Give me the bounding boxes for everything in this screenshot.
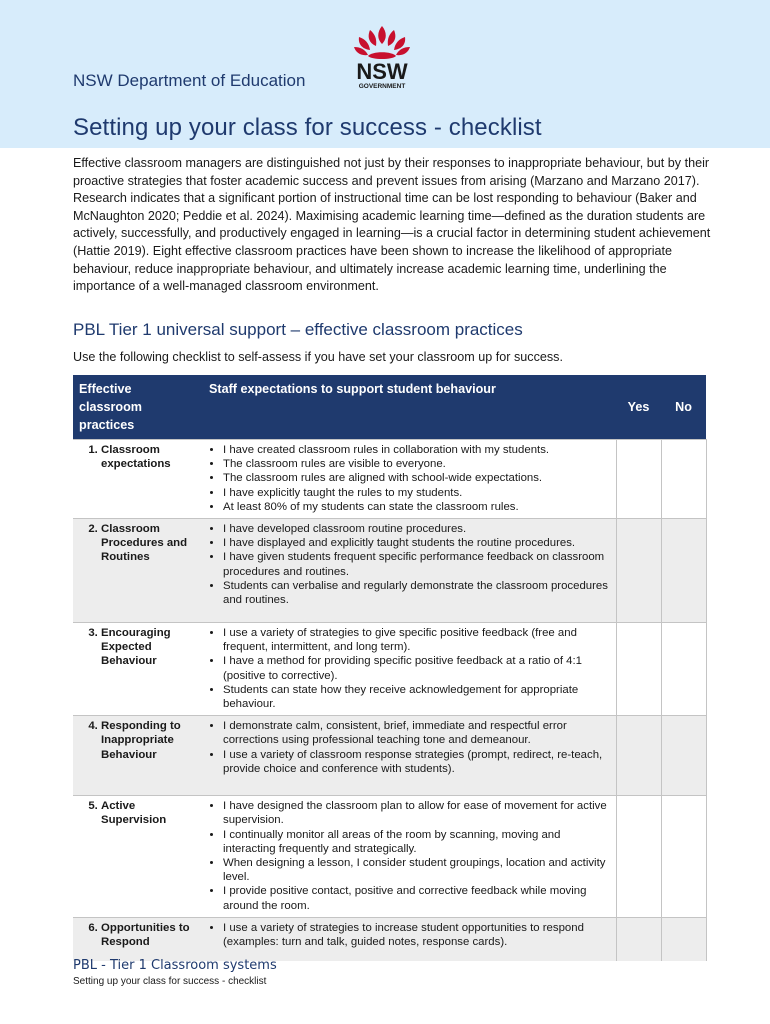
expectation-item: • I continually monitor all areas of the room by scanning, moving and interacting frequently and strategically.	[223, 828, 610, 856]
expectation-item: • Students can verbalise and regularly demonstrate the classroom procedures and routines.	[223, 579, 610, 607]
table-row	[73, 519, 706, 623]
expectation-item: • I have explicitly taught the rules to my students.	[223, 486, 610, 500]
footer-title: PBL - Tier 1 Classroom systems	[73, 958, 277, 973]
header-practices: Effective classroom practices	[73, 375, 203, 440]
no-checkbox-cell[interactable]	[661, 917, 706, 961]
section-heading: PBL Tier 1 universal support – effective classroom practices	[73, 320, 523, 339]
svg-text:NSW: NSW	[356, 59, 408, 84]
no-checkbox-cell[interactable]	[661, 716, 706, 796]
expectation-item: • The classroom rules are visible to everyone.	[223, 457, 610, 471]
table-row	[73, 796, 706, 918]
intro-paragraph: Effective classroom managers are distinguished not just by their responses to inappropriate behaviour, but by their proactive strategies that foster academic success and prevent issues from arising (Marzano and Marzano 2017). Research indicates that a significant portion of instructional time can be lost responding to behaviour (Baker and McNaughton 2020; Peddie et al. 2024). Maximising academic learning time—defined as the duration students are actively, successfully, and productively engaged in learning—is a crucial factor in determining student achievement (Hattie 2019). Eight effective classroom practices have been shown to increase the likelihood of appropriate behaviour, reduce inappropriate behaviour, and ultimately increase academic learning time, underlining the importance of a well-managed classroom environment.	[73, 156, 711, 294]
expectation-item: • I have created classroom rules in collaboration with my students.	[223, 443, 610, 457]
yes-checkbox-cell[interactable]	[616, 440, 661, 519]
yes-checkbox-cell[interactable]	[616, 716, 661, 796]
practice-name: 6. Opportunities to Respond	[101, 921, 197, 949]
expectation-item: • I have a method for providing specific positive feedback at a ratio of 4:1 (positive to corrective).	[223, 654, 610, 682]
expectation-item: • I provide positive contact, positive and corrective feedback while moving around the room.	[223, 884, 610, 912]
expectation-item: • I have displayed and explicitly taught students the routine procedures.	[223, 536, 610, 550]
practice-name: 2. Classroom Procedures and Routines	[101, 522, 197, 565]
expectation-item: • At least 80% of my students can state the classroom rules.	[223, 500, 610, 514]
nsw-government-logo	[346, 22, 418, 94]
no-checkbox-cell[interactable]	[661, 623, 706, 716]
expectation-item: • The classroom rules are aligned with school-wide expectations.	[223, 471, 610, 485]
expectation-item: • I use a variety of strategies to increase student opportunities to respond (examples: turn and talk, guided notes, response cards).	[223, 921, 610, 949]
checklist-table	[73, 375, 707, 961]
table-row	[73, 440, 706, 519]
practice-name: 1. Classroom expectations	[101, 443, 197, 471]
expectation-item: • I demonstrate calm, consistent, brief, immediate and respectful error corrections using professional teaching tone and demeanour.	[223, 719, 610, 747]
no-checkbox-cell[interactable]	[661, 519, 706, 623]
expectation-item: • I have given students frequent specific performance feedback on classroom procedures and routines.	[223, 550, 610, 578]
header-no: No	[661, 375, 706, 440]
checklist-instruction: Use the following checklist to self-assess if you have set your classroom up for success.	[73, 350, 563, 364]
expectation-item: • I use a variety of strategies to give specific positive feedback (free and frequent, intermittent, and long term).	[223, 626, 610, 654]
yes-checkbox-cell[interactable]	[616, 917, 661, 961]
footer-subtitle: Setting up your class for success - checklist	[73, 976, 267, 987]
practice-name: 4. Responding to Inappropriate Behaviour	[101, 719, 197, 762]
page-title: Setting up your class for success - checklist	[73, 114, 542, 141]
expectation-item: • Students can state how they receive acknowledgement for appropriate behaviour.	[223, 683, 610, 711]
table-row	[73, 623, 706, 716]
no-checkbox-cell[interactable]	[661, 440, 706, 519]
table-header-row	[73, 375, 706, 440]
practice-name: 3. Encouraging Expected Behaviour	[101, 626, 197, 669]
yes-checkbox-cell[interactable]	[616, 519, 661, 623]
yes-checkbox-cell[interactable]	[616, 796, 661, 918]
table-row	[73, 917, 706, 961]
table-row	[73, 716, 706, 796]
department-name: NSW Department of Education	[73, 71, 306, 90]
expectation-item: • I have designed the classroom plan to allow for ease of movement for active supervision.	[223, 799, 610, 827]
no-checkbox-cell[interactable]	[661, 796, 706, 918]
yes-checkbox-cell[interactable]	[616, 623, 661, 716]
expectation-item: • I use a variety of classroom response strategies (prompt, redirect, re-teach, provide choice and conference with students).	[223, 748, 610, 776]
expectation-item: • When designing a lesson, I consider student groupings, location and activity level.	[223, 856, 610, 884]
header-expectations: Staff expectations to support student behaviour	[203, 375, 616, 440]
svg-text:GOVERNMENT: GOVERNMENT	[358, 83, 406, 90]
header-yes: Yes	[616, 375, 661, 440]
practice-name: 5. Active Supervision	[101, 799, 197, 827]
expectation-item: • I have developed classroom routine procedures.	[223, 522, 610, 536]
